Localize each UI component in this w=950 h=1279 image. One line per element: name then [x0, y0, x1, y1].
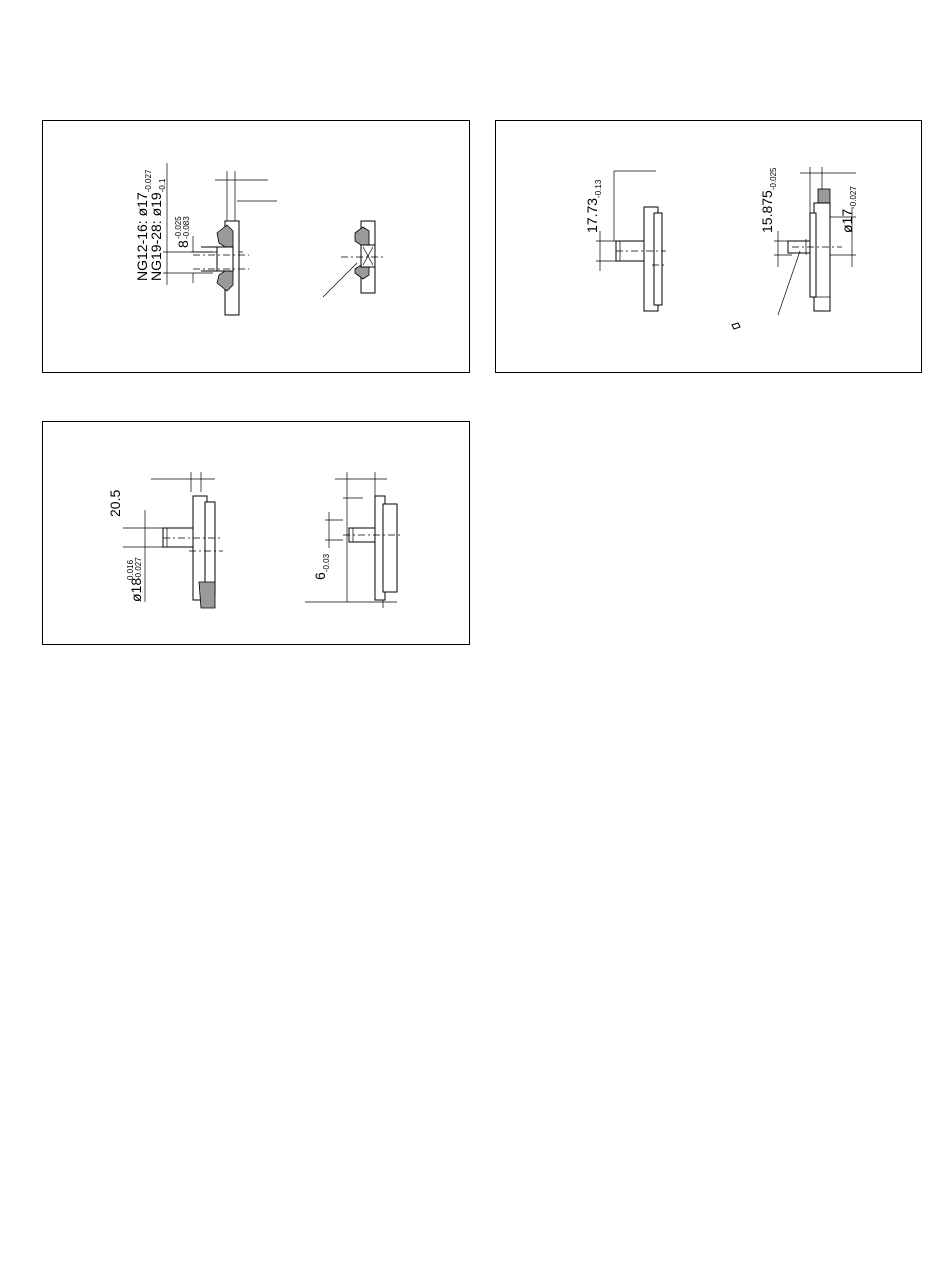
- svg-text:NG19-28: ø19-0.1: NG19-28: $ø19_{-0.1}$: [148, 178, 167, 281]
- svg-text:NG12-16: ø17-0.027: NG12-16: $ø17_{-0.027}$: [134, 169, 153, 281]
- svg-text:15.875-0.025: $15.875_{-0.025}$: [759, 167, 778, 233]
- right-diameter-dim: [839, 186, 858, 233]
- diameter-dim-text: [128, 578, 144, 602]
- panel-3-drawing: [43, 422, 471, 646]
- bearing-drawing-right: [305, 472, 403, 608]
- width-dim-text: [312, 553, 331, 580]
- svg-text:-0.027: -0.027: [134, 557, 143, 580]
- svg-text:ø18: ø18: [128, 577, 144, 602]
- svg-text:6-0.03: $6_{-0.03}$: [312, 553, 331, 580]
- svg-text:ø17-0.027: $ø17_{-0.027}$: [839, 186, 858, 233]
- svg-text:0.016: 0.016: [126, 559, 135, 580]
- drawing-panel-1: [42, 120, 470, 373]
- seal-part-right: [323, 221, 383, 297]
- diameter-tol-lower: [134, 557, 143, 580]
- svg-text:17.73-0.13: $17.73_{-0.13}$: [584, 179, 603, 233]
- svg-text:20.5: 20.5: [107, 489, 123, 517]
- shaft-drawing-left: [596, 171, 666, 311]
- svg-text:-0.083: -0.083: [182, 216, 191, 239]
- width-tol-lower: [182, 216, 191, 239]
- drawing-panel-2: [495, 120, 922, 373]
- width-dim-text: [175, 240, 191, 248]
- panel-1-drawing: [43, 121, 471, 374]
- shaft-drawing-right: [732, 167, 856, 329]
- panel-2-drawing: [496, 121, 923, 374]
- seal-diameter-dim-2: [148, 178, 167, 281]
- length-dim-text: [107, 490, 123, 517]
- svg-text:-0.025: -0.025: [174, 216, 183, 239]
- drawing-panel-3: [42, 421, 470, 645]
- right-length-dim: [759, 167, 778, 233]
- seal-part-left: [193, 221, 249, 315]
- svg-text:8: 8: [175, 240, 191, 248]
- left-length-dim: [584, 179, 603, 233]
